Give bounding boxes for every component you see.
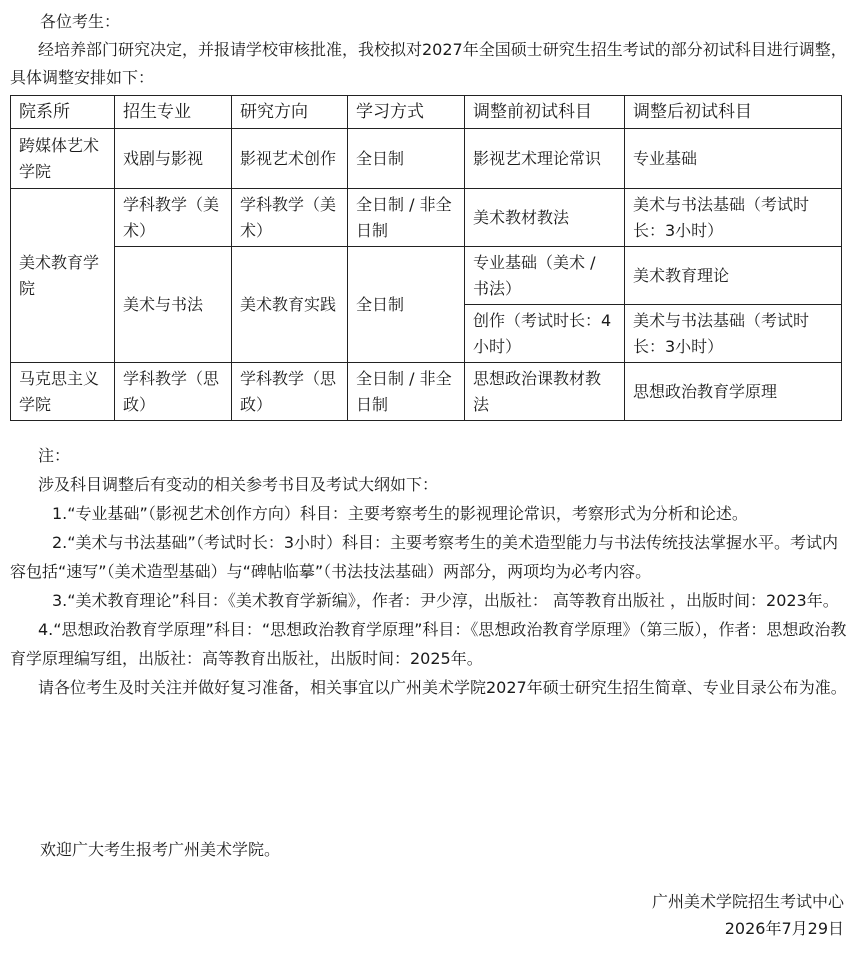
cell-subject-before: 思想政治课教材教法	[465, 363, 625, 421]
cell-direction: 学科教学（美术）	[232, 189, 348, 247]
cell-subject-before: 专业基础（美术 / 书法）	[465, 247, 625, 305]
cell-direction: 学科教学（思政）	[232, 363, 348, 421]
intro-paragraph: 经培养部门研究决定，并报请学校审核批准，我校拟对2027年全国硕士研究生招生考试的部分初试科目进行调整，具体调整安排如下：	[10, 40, 847, 87]
cell-subject-after: 美术与书法基础（考试时长：3小时）	[625, 189, 842, 247]
cell-major: 戏剧与影视	[115, 129, 232, 189]
signature-block	[652, 888, 844, 942]
table-header-row	[11, 96, 842, 129]
welcome-line: 欢迎广大考生报考广州美术学院。	[40, 840, 281, 859]
cell-subject-before: 影视艺术理论常识	[465, 129, 625, 189]
table-row	[11, 363, 842, 421]
notes-label: 注：	[38, 446, 71, 465]
signature-date: 2026年7月29日	[724, 919, 844, 938]
cell-major: 学科教学（美术）	[115, 189, 232, 247]
note-item: 4.“思想政治教育学原理”科目：“思想政治教育学原理”科目：《思想政治教育学原理》（第三版），作者：思想政治教育学原理编写组，出版社：高等教育出版社，出版时间：2025年。	[10, 620, 847, 668]
cell-major: 美术与书法	[115, 247, 232, 363]
header-major: 招生专业	[115, 96, 232, 129]
header-study-mode: 学习方式	[348, 96, 465, 129]
table-row	[11, 247, 842, 305]
cell-study-mode: 全日制	[348, 129, 465, 189]
cell-dept: 跨媒体艺术学院	[11, 129, 115, 189]
cell-subject-before: 创作（考试时长：4小时）	[465, 305, 625, 363]
adjustment-table	[10, 95, 842, 421]
header-dept: 院系所	[11, 96, 115, 129]
cell-subject-after: 思想政治教育学原理	[625, 363, 842, 421]
cell-study-mode: 全日制 / 非全日制	[348, 363, 465, 421]
header-direction: 研究方向	[232, 96, 348, 129]
greeting: 各位考生：	[40, 12, 121, 31]
note-item: 1.“专业基础”（影视艺术创作方向）科目：主要考察考生的影视理论常识，考察形式为分析和论述。	[52, 504, 748, 523]
cell-study-mode: 全日制 / 非全日制	[348, 189, 465, 247]
closing-paragraph: 请各位考生及时关注并做好复习准备，相关事宜以广州美术学院2027年硕士研究生招生简章、专业目录公布为准。	[38, 678, 847, 697]
note-item: 2.“美术与书法基础”（考试时长：3小时）科目：主要考察考生的美术造型能力与书法传统技法掌握水平。考试内容包括“速写”（美术造型基础）与“碑帖临摹”（书法技法基础）两部分，两项均为必考内容。	[10, 533, 839, 581]
cell-major: 学科教学（思政）	[115, 363, 232, 421]
cell-subject-after: 专业基础	[625, 129, 842, 189]
notes-lead: 涉及科目调整后有变动的相关参考书目及考试大纲如下：	[38, 475, 439, 494]
note-item: 3.“美术教育理论”科目：《美术教育学新编》，作者：尹少淳，出版社： 高等教育出版社 ，出版时间：2023年。	[52, 591, 839, 610]
cell-direction: 影视艺术创作	[232, 129, 348, 189]
cell-subject-before: 美术教材教法	[465, 189, 625, 247]
cell-study-mode: 全日制	[348, 247, 465, 363]
header-subject-before: 调整前初试科目	[465, 96, 625, 129]
table-row	[11, 189, 842, 247]
notes-section	[10, 441, 848, 702]
cell-dept: 美术教育学院	[11, 189, 115, 363]
signature-org: 广州美术学院招生考试中心	[651, 892, 844, 911]
cell-subject-after: 美术教育理论	[625, 247, 842, 305]
cell-direction: 美术教育实践	[232, 247, 348, 363]
cell-dept: 马克思主义学院	[11, 363, 115, 421]
header-subject-after: 调整后初试科目	[625, 96, 842, 129]
cell-subject-after: 美术与书法基础（考试时长：3小时）	[625, 305, 842, 363]
table-row	[11, 129, 842, 189]
